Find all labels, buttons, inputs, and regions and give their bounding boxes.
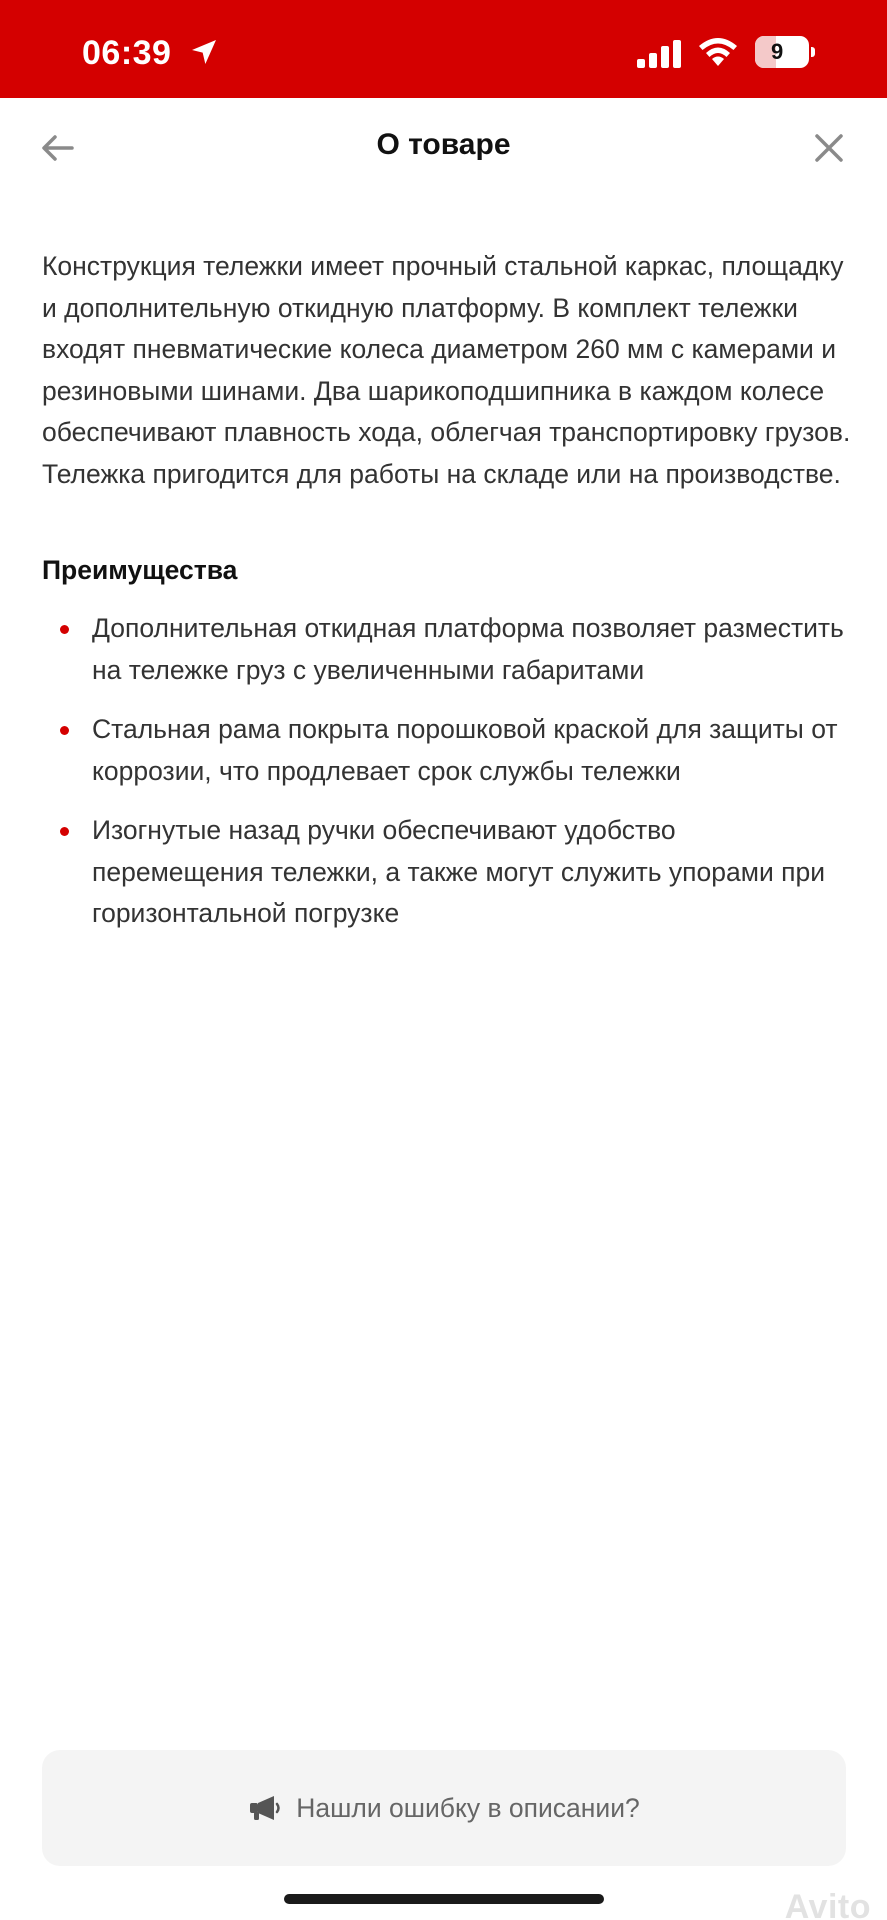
megaphone-icon [248, 1793, 284, 1823]
list-item [42, 810, 852, 935]
benefit-text: Стальная рама покрыта порошковой краской для защиты от коррозии, что продлевает срок службы тележки [92, 714, 838, 786]
avito-watermark: Avito [784, 1888, 871, 1920]
list-item [42, 709, 852, 792]
benefits-list [42, 608, 852, 935]
bullet-dot [60, 625, 69, 634]
report-error-label: Нашли ошибку в описании? [296, 1792, 640, 1823]
product-description [42, 246, 852, 953]
signal-icon [637, 40, 683, 68]
status-bar [0, 0, 887, 98]
location-arrow-icon [188, 36, 220, 68]
close-icon[interactable] [809, 128, 849, 168]
report-error-button[interactable] [42, 1750, 846, 1866]
battery-icon [755, 36, 815, 68]
nav-header [0, 98, 887, 198]
home-indicator[interactable] [284, 1894, 604, 1904]
wifi-icon [697, 36, 739, 68]
status-time: 06:39 [82, 34, 172, 72]
benefit-text: Дополнительная откидная платформа позволяет разместить на тележке груз с увеличенными габаритами [92, 613, 844, 685]
bullet-dot [60, 726, 69, 735]
bullet-dot [60, 827, 69, 836]
description-text: Конструкция тележки имеет прочный стальной каркас, площадку и дополнительную откидную платформу. В комплект тележки входят пневматические колеса диаметром 260 мм с камерами и резиновыми шинами. Два шарикоподшипника в каждом колесе обеспечивают плавность хода, облегчая транспортировку грузов. Тележка пригодится для работы на складе или на производстве. [42, 251, 851, 489]
list-item [42, 608, 852, 691]
benefits-title: Преимущества [42, 555, 238, 585]
benefit-text: Изогнутые назад ручки обеспечивают удобство перемещения тележки, а также могут служить упорами при горизонтальной погрузке [92, 815, 826, 928]
battery-level: 9 [771, 39, 784, 64]
page-title: О товаре [376, 128, 511, 161]
